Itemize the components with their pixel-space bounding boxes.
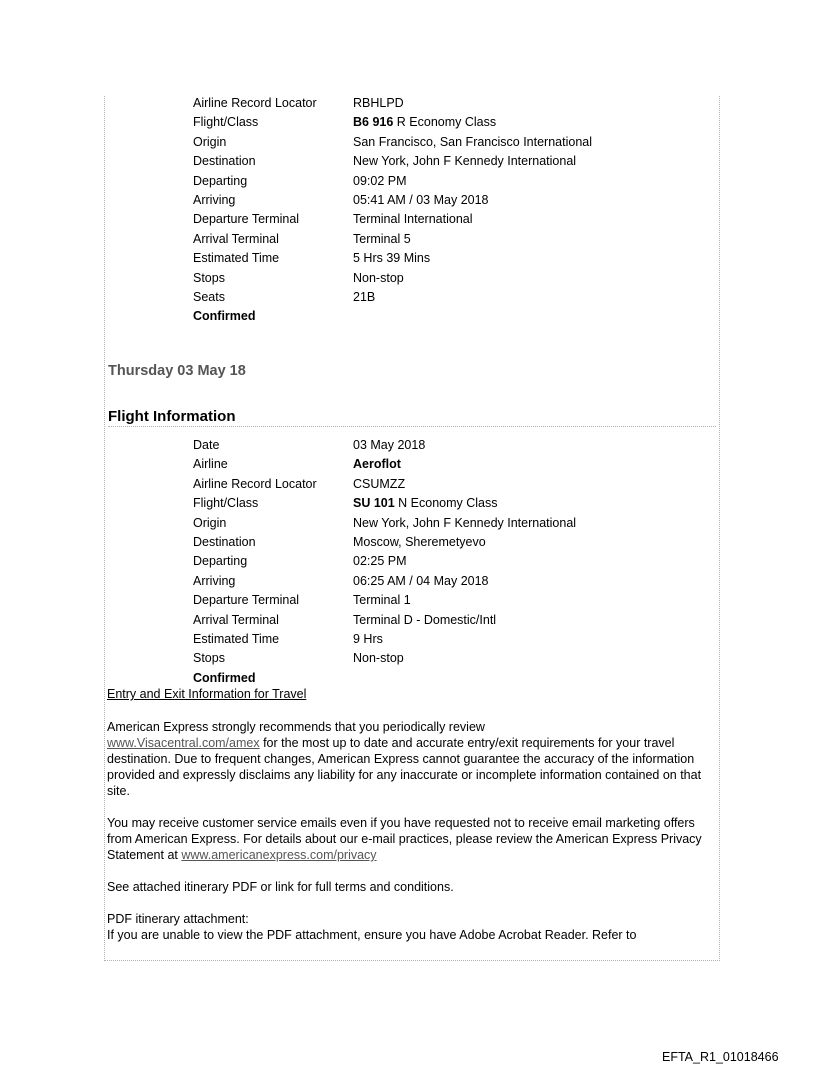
detail-value: Non-stop (353, 270, 404, 285)
detail-value: Non-stop (353, 651, 404, 666)
detail-label: Origin (193, 134, 227, 149)
visacentral-link[interactable]: www.Visacentral.com/amex (107, 736, 260, 750)
detail-label: Departure Terminal (193, 593, 300, 608)
detail-value: New York, John F Kennedy International (353, 154, 577, 169)
detail-value: 9 Hrs (353, 631, 383, 646)
detail-label: Stops (193, 651, 225, 666)
entry-exit-heading: Entry and Exit Information for Travel (107, 687, 307, 701)
detail-label: Estimated Time (193, 251, 280, 266)
booking-status: Confirmed (193, 309, 256, 324)
detail-label: Stops (193, 270, 225, 285)
detail-value: New York, John F Kennedy International (353, 515, 577, 530)
terms-paragraph: See attached itinerary PDF or link for full terms and conditions. (107, 880, 454, 894)
detail-label: Airline Record Locator (193, 476, 317, 491)
detail-label: Departing (193, 173, 248, 188)
privacy-link[interactable]: www.americanexpress.com/privacy (181, 848, 377, 862)
detail-value: 05:41 AM / 03 May 2018 (353, 192, 489, 207)
entry-exit-paragraph: American Express strongly recommends that you periodically review www.Visacentral.com/amex for the most up to date and accurate entry/exit requirements for your travel destination. Due to frequent changes, American Express cannot guarantee the accuracy of the information provided and expressly disclaims any liability for any inaccurate or incomplete information contained on that site. (107, 720, 702, 798)
detail-label: Departing (193, 554, 248, 569)
detail-value: 02:25 PM (353, 554, 407, 569)
detail-label: Arriving (193, 192, 236, 207)
detail-value: 21B (353, 289, 376, 304)
detail-value: 03 May 2018 (353, 438, 426, 452)
pdf-paragraph: PDF itinerary attachment: If you are unable to view the PDF attachment, ensure you have Adobe Acrobat Reader. Refer to (107, 912, 637, 942)
detail-value: Terminal D - Domestic/Intl (353, 612, 497, 627)
detail-label: Destination (193, 534, 256, 549)
detail-label: Arriving (193, 573, 236, 588)
detail-value: RBHLPD (353, 96, 404, 110)
detail-label: Seats (193, 289, 225, 304)
detail-value: CSUMZZ (353, 476, 406, 491)
detail-value: Moscow, Sheremetyevo (353, 534, 486, 549)
day-heading: Thursday 03 May 18 (108, 363, 246, 379)
detail-value: 06:25 AM / 04 May 2018 (353, 573, 489, 588)
detail-value: Terminal 1 (353, 593, 411, 608)
detail-value: Terminal International (353, 212, 473, 227)
detail-value: B6 916 R Economy Class (353, 115, 497, 130)
detail-label: Departure Terminal (193, 212, 300, 227)
detail-value: Terminal 5 (353, 231, 411, 246)
detail-label: Flight/Class (193, 496, 259, 511)
detail-value: 5 Hrs 39 Mins (353, 251, 431, 266)
flight-number: SU 101 (353, 496, 395, 511)
document-id: EFTA_R1_01018466 (662, 1050, 779, 1064)
detail-label: Estimated Time (193, 631, 280, 646)
detail-label: Airline (193, 457, 228, 472)
airline-name: Aeroflot (353, 457, 401, 472)
detail-value: SU 101 N Economy Class (353, 496, 498, 511)
detail-label: Arrival Terminal (193, 612, 279, 627)
privacy-paragraph: You may receive customer service emails even if you have requested not to receive email marketing offers from American Express. For details about our e-mail practices, please review the American Express Privacy Statement at www.americanexpress.com/privacy (107, 816, 702, 862)
detail-label: Airline Record Locator (193, 96, 317, 110)
detail-label: Date (193, 438, 220, 452)
detail-label: Origin (193, 515, 227, 530)
flight-number: B6 916 (353, 115, 394, 130)
detail-label: Arrival Terminal (193, 231, 279, 246)
detail-value: San Francisco, San Francisco International (353, 134, 593, 149)
detail-label: Destination (193, 154, 256, 169)
booking-status: Confirmed (193, 670, 256, 685)
detail-label: Flight/Class (193, 115, 259, 130)
detail-value: 09:02 PM (353, 173, 407, 188)
section-heading: Flight Information (108, 408, 716, 427)
